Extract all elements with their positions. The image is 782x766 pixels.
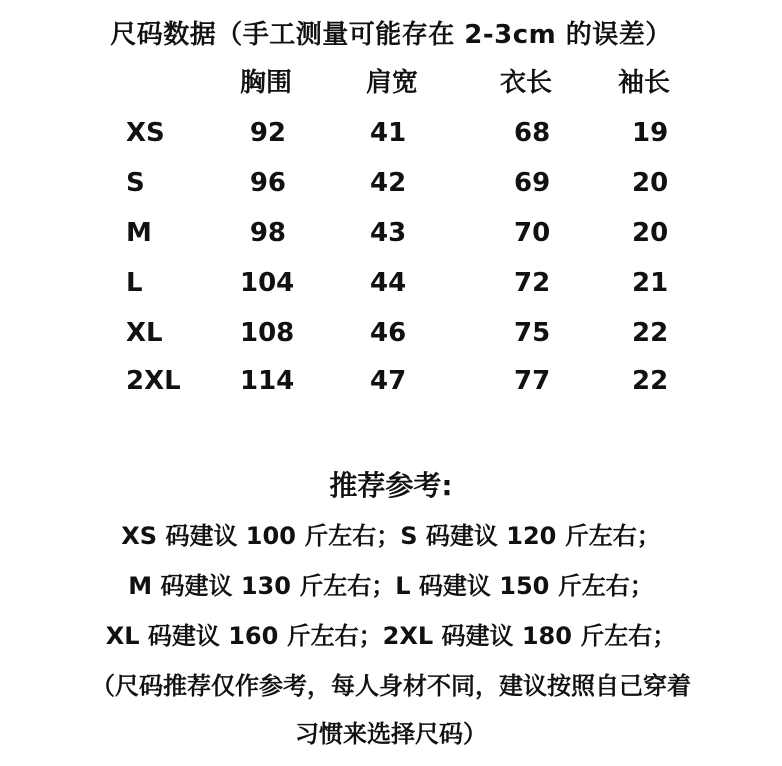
length-value: 77 bbox=[514, 366, 551, 396]
shoulder-value: 41 bbox=[370, 118, 407, 148]
chest-value: 96 bbox=[249, 168, 286, 198]
length-value: 75 bbox=[514, 318, 551, 348]
sleeve-value: 22 bbox=[632, 366, 669, 396]
length-value: 70 bbox=[514, 218, 551, 248]
header-sleeve: 袖长 bbox=[618, 68, 671, 98]
chest-value: 98 bbox=[249, 218, 286, 248]
header-shoulder: 肩宽 bbox=[366, 68, 419, 98]
recommend-line: XS 码建议 100 斤左右；S 码建议 120 斤左右； bbox=[121, 522, 661, 550]
sleeve-value: 22 bbox=[632, 318, 669, 348]
shoulder-value: 43 bbox=[370, 218, 407, 248]
sleeve-value: 20 bbox=[632, 168, 669, 198]
sleeve-value: 19 bbox=[632, 118, 669, 148]
shoulder-value: 47 bbox=[370, 366, 407, 396]
header-chest: 胸围 bbox=[240, 68, 293, 98]
shoulder-value: 46 bbox=[370, 318, 407, 348]
shoulder-value: 42 bbox=[370, 168, 407, 198]
header-length: 衣长 bbox=[500, 68, 553, 98]
length-value: 69 bbox=[514, 168, 551, 198]
size-label: XS bbox=[126, 118, 165, 148]
recommend-line: XL 码建议 160 斤左右；2XL 码建议 180 斤左右； bbox=[105, 622, 677, 650]
length-value: 72 bbox=[514, 268, 551, 298]
chest-value: 104 bbox=[240, 268, 295, 298]
size-label: L bbox=[126, 268, 143, 298]
chest-value: 108 bbox=[240, 318, 295, 348]
length-value: 68 bbox=[514, 118, 551, 148]
size-label: 2XL bbox=[126, 366, 181, 396]
page-title: 尺码数据（手工测量可能存在 2-3cm 的误差） bbox=[110, 20, 672, 50]
sleeve-value: 20 bbox=[632, 218, 669, 248]
recommend-note: （尺码推荐仅作参考，每人身材不同，建议按照自己穿着 bbox=[91, 672, 691, 700]
chest-value: 92 bbox=[249, 118, 286, 148]
recommend-title: 推荐参考: bbox=[329, 469, 453, 502]
recommend-line: M 码建议 130 斤左右；L 码建议 150 斤左右； bbox=[128, 572, 654, 600]
chest-value: 114 bbox=[240, 366, 295, 396]
sleeve-value: 21 bbox=[632, 268, 669, 298]
size-label: XL bbox=[126, 318, 163, 348]
shoulder-value: 44 bbox=[370, 268, 407, 298]
size-label: M bbox=[126, 218, 152, 248]
size-label: S bbox=[126, 168, 145, 198]
recommend-note: 习惯来选择尺码） bbox=[295, 720, 487, 748]
